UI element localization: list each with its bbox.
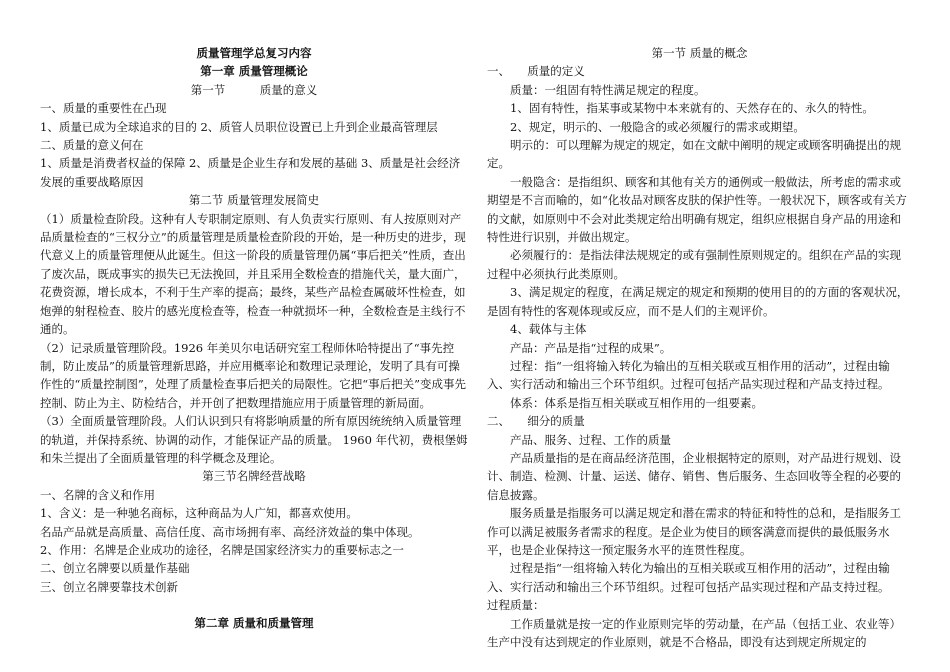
text-implied: 一般隐含：是指组织、顾客和其他有关方的通例或一般做法，所考虑的需求或期望是不言而喻的，如“化妆品对顾客皮肤的保护性等。一般状况下，顾客或有关方的文献，如原则中不会对此类规定给出明确有规定，组织应根据自身产品的用途和特性进行识别，并做出规定。 — [487, 174, 907, 245]
text-process: 过程：指“一组将输入转化为输出的互相关联或互相作用的活动”，过程由输入、实行活动和输出三个环节组织。过程可包括产品实现过程和产品支持过程。 — [487, 358, 890, 392]
text-quality-types: 产品、服务、过程、工作的质量 — [510, 432, 671, 447]
heading-brand-meaning: 一、名牌的含义和作用 — [40, 487, 155, 502]
text-degree: 3、满足规定的程度，在满足规定的规定和预期的使用目的的方面的客观状况，是固有特性的客观体现或反应，而不是人们的主观评价。 — [487, 285, 909, 318]
right-column — [487, 44, 912, 651]
text-requirement: 2、规定，明示的、一般隐含的或必须履行的需求或期望。 — [510, 119, 805, 134]
paragraph-tqm-stage: （3）全面质量管理阶段。人们认识到只有将影响质量的所有原因统统纳入质量管理的轨道，并保持系统、协调的动作，才能保证产品的质量。 1960 年代初，费根堡姆和朱兰提出了全面质量管理的科学概念及理论。 — [40, 414, 468, 465]
chapter-2-title: 第二章 质量和质量管理 — [194, 616, 314, 631]
section-2-title: 第二节 质量管理发展简史 — [188, 193, 320, 208]
text-importance: 1、质量已成为全球追求的目的 2、质管人员职位设置已上升到企业最高管理层 — [40, 119, 438, 134]
text-obligatory: 必须履行的：是指法律法规规定的或有强制性原则规定的。组织在产品的实现过程中必须执行此类原则。 — [487, 248, 901, 281]
section-1-title: 第一节 质量的意义 — [190, 82, 318, 97]
text-service-quality: 服务质量是指服务可以满足规定和潜在需求的特征和特性的总和，是指服务工作可以满足被服务者需求的程度。是企业为使目的顾客满意而提供的最低服务水平，也是企业保持这一预定服务水平的连贯性程度。 — [487, 506, 901, 557]
heading-meaning: 二、质量的意义何在 — [40, 138, 144, 153]
paragraph-inspection-stage: （1）质量检查阶段。这种有人专职制定原则、有人负责实行原则、有人按原则对产品质量检查的“三权分立”的质量管理是质量检查阶段的开始，是一种历史的进步，现代意义上的质量管理便从此诞生。但这一阶段的质量管理仍属“事后把关”性质，查出了废次品，既成事实的损失已无法挽回，并且采用全数检查的措施代关，量大面广，花费资源，增长成本，不利于生产率的提高；最终，某些产品检查属破坏性检查，如炮弹的射程检查、胶片的感光度检查等，检查一种就损坏一种，全数检查是主线行不通的。 — [40, 211, 466, 337]
text-system: 体系：体系是指互相关联或互相作用的一组要素。 — [510, 395, 763, 410]
text-product-quality: 产品质量指的是在商品经济范围，企业根据特定的原则，对产品进行规划、设计、制造、检测、计量、运送、储存、销售、售后服务、生态回收等全程的必要的信息披露。 — [487, 450, 901, 502]
document-title: 质量管理学总复习内容 — [196, 46, 312, 60]
text-process-definition: 过程是指“一组将输入转化为输出的互相关联或互相作用的活动”，过程由输入、实行活动和输出三个环节组织。过程可包括产品实现过程和产品支持过程。 — [487, 561, 890, 594]
text-brand-products: 名品产品就是高质量、高信任度、高市场拥有率、高经济效益的集中体现。 — [40, 524, 420, 539]
text-brand-role: 2、作用：名牌是企业成功的途径，名牌是国家经济实力的重要标志之一 — [40, 542, 404, 557]
text-carrier-subject: 4、载体与主体 — [510, 322, 587, 337]
text-work-quality: 工作质量就是按一定的作业原则完毕的劳动量，在产品（包括工业、农业等）生产中没有达到规定的作业原则，就是不合格品，即没有达到规定所规定的 — [487, 616, 901, 649]
chapter-1-title: 第一章 质量管理概论 — [200, 64, 308, 79]
heading-subdivided-quality: 二、 细分的质量 — [487, 414, 585, 429]
spacer — [40, 596, 468, 614]
text-meaning: 1、质量是消费者权益的保障 2、质量是企业生存和发展的基础 3、质量是社会经济发展的重要战略原因 — [40, 156, 461, 189]
text-quality-definition: 质量：一组固有特性满足规定的程度。 — [510, 82, 706, 97]
heading-brand-innovation: 三、创立名牌要靠技术创新 — [40, 579, 178, 594]
text-process-quality: 过程质量： — [487, 598, 545, 613]
text-brand-definition: 1、含义：是一种驰名商标，这种商品为人广知，都喜欢使用。 — [40, 506, 358, 521]
heading-brand-quality: 二、创立名牌要以质量作基础 — [40, 561, 190, 576]
section-3-title: 第三节名牌经营战略 — [202, 469, 306, 484]
paragraph-statistical-stage: （2）记录质量管理阶段。1926 年美贝尔电话研究室工程师休哈特提出了“事先控制，防止废品”的质量管理新思路，并应用概率论和数理记录理论，发明了具有可操作性的“质量控制图”，处理了质量检查事后把关的局限性。它把“事后把关”变成事先控制、防止为主、防检结合，并开创了把数理措施应用于质量管理的新局面。 — [40, 340, 467, 410]
text-inherent-characteristic: 1、固有特性，指某事或某物中本来就有的、天然存在的、永久的特性。 — [510, 101, 874, 116]
heading-quality-definition: 一、 质量的定义 — [487, 64, 585, 79]
text-product: 产品：产品是指“过程的成果”。 — [510, 340, 672, 355]
left-column — [40, 44, 468, 633]
text-stated: 明示的：可以理解为规定的规定，如在文献中阐明的规定或顾客明确提出的规定。 — [487, 138, 901, 171]
heading-importance: 一、质量的重要性在凸现 — [40, 101, 167, 116]
right-section-title: 第一节 质量的概念 — [651, 46, 748, 60]
